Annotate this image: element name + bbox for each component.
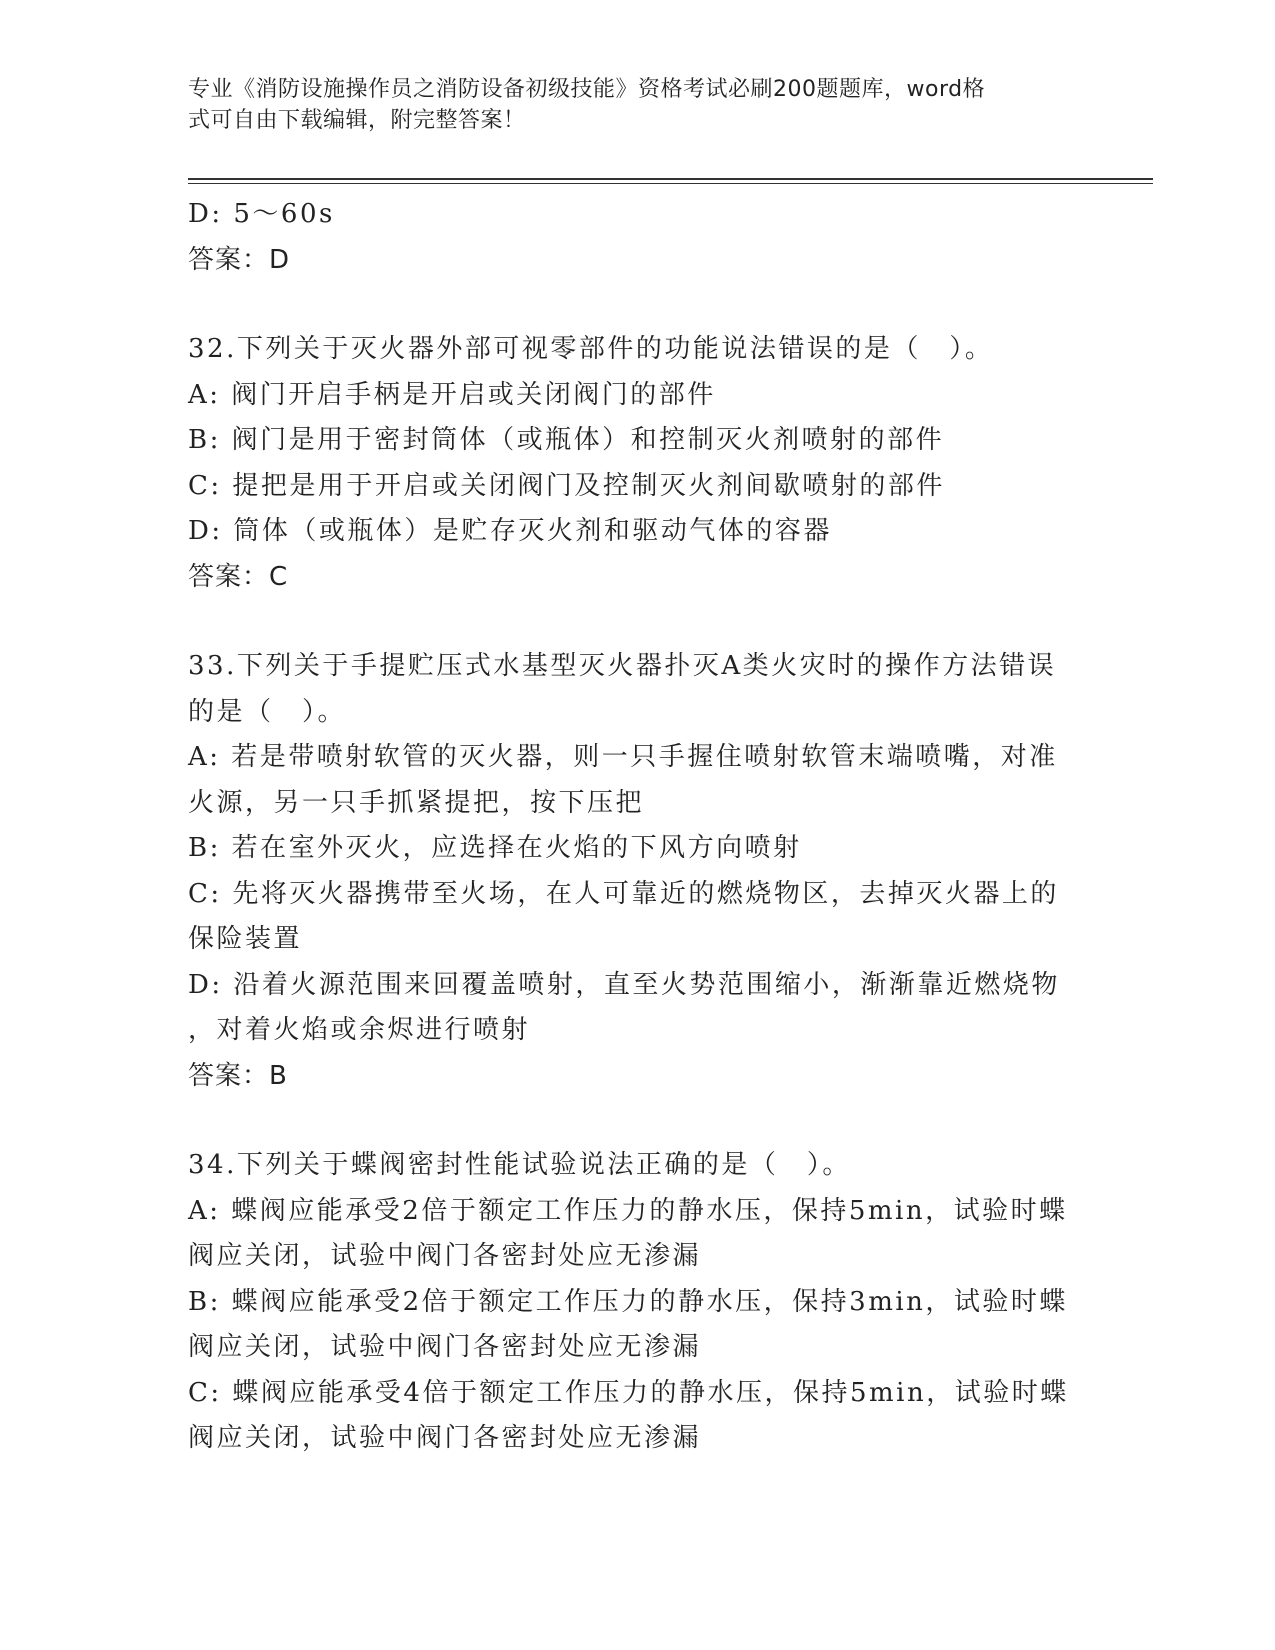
header-divider-thick	[188, 178, 1153, 180]
header-line-1: 专业《消防设施操作员之消防设备初级技能》资格考试必刷200题题库，word格	[188, 77, 986, 102]
answer-label: 答案：C	[188, 561, 289, 592]
option-d-line-2: ，对着火焰或余烬进行喷射	[188, 1015, 531, 1045]
question-block-32	[188, 327, 1088, 600]
option-c: C: 提把是用于开启或关闭阀门及控制灭火剂间歇喷射的部件	[188, 470, 945, 501]
option-a-line-1: A: 蝶阀应能承受2倍于额定工作压力的静水压，保持5min，试验时蝶	[188, 1195, 1068, 1226]
option-c-line-1: C: 先将灭火器携带至火场，在人可靠近的燃烧物区，去掉灭火器上的	[188, 878, 1059, 909]
header-divider-thin	[188, 183, 1153, 184]
question-block-34	[188, 1143, 1088, 1462]
question-stem-line-2: 的是（ ）。	[188, 696, 347, 727]
question-stem: 34.下列关于蝶阀密封性能试验说法正确的是（ ）。	[188, 1150, 851, 1180]
question-stem-line-1: 33.下列关于手提贮压式水基型灭火器扑灭A类火灾时的操作方法错误	[188, 651, 1057, 681]
answer-label: 答案：B	[188, 1060, 288, 1091]
question-gap	[188, 600, 1088, 644]
option-a-line-2: 阀应关闭，试验中阀门各密封处应无渗漏	[188, 1241, 702, 1271]
question-block-prev	[188, 192, 1088, 283]
option-a: A: 阀门开启手柄是开启或关闭阀门的部件	[188, 379, 716, 410]
option-a-line-2: 火源，另一只手抓紧提把，按下压把	[188, 787, 645, 818]
option-a-line-1: A: 若是带喷射软管的灭火器，则一只手握住喷射软管末端喷嘴，对准	[188, 742, 1058, 772]
option-c-line-2: 保险装置	[188, 924, 303, 954]
option-d-line-1: D: 沿着火源范围来回覆盖喷射，直至火势范围缩小，渐渐靠近燃烧物	[188, 969, 1060, 1000]
page-header	[188, 74, 1068, 136]
option-c-line-1: C: 蝶阀应能承受4倍于额定工作压力的静水压，保持5min，试验时蝶	[188, 1377, 1069, 1408]
option-d: D: 5～60s	[188, 199, 335, 229]
option-b-line-2: 阀应关闭，试验中阀门各密封处应无渗漏	[188, 1332, 702, 1362]
question-gap	[188, 1099, 1088, 1143]
header-line-2: 式可自由下载编辑，附完整答案！	[188, 108, 526, 133]
option-b-line-1: B: 蝶阀应能承受2倍于额定工作压力的静水压，保持3min，试验时蝶	[188, 1286, 1068, 1317]
question-gap	[188, 283, 1088, 327]
option-c-line-2: 阀应关闭，试验中阀门各密封处应无渗漏	[188, 1423, 702, 1453]
question-block-33	[188, 644, 1088, 1099]
question-list	[188, 192, 1088, 1462]
question-stem: 32.下列关于灭火器外部可视零部件的功能说法错误的是（ ）。	[188, 334, 994, 364]
option-b: B: 阀门是用于密封筒体（或瓶体）和控制灭火剂喷射的部件	[188, 425, 945, 455]
option-b: B: 若在室外灭火，应选择在火焰的下风方向喷射	[188, 833, 802, 863]
answer-label: 答案：D	[188, 244, 291, 275]
option-d: D: 筒体（或瓶体）是贮存灭火剂和驱动气体的容器	[188, 516, 832, 546]
